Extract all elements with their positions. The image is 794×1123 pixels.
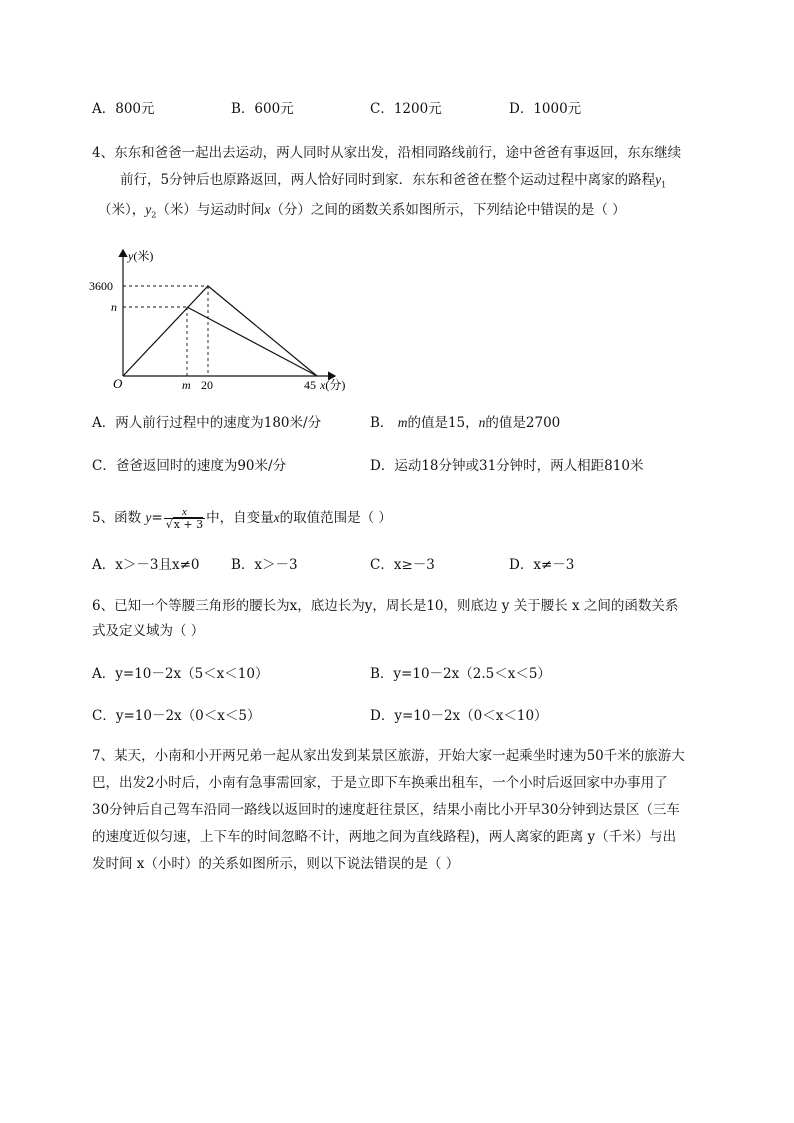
q7-stem-line-3: 30分钟后自己驾车沿同一路线以返回时的速度赶往景区，结果小南比小开早30分钟到达景区（三车 — [92, 802, 680, 818]
q4-option-b: B． m的值是15，n的值是2700 — [370, 415, 561, 431]
q5-option-b: B．x＞－3 — [231, 557, 298, 573]
tick-m: m — [182, 378, 191, 392]
q6-stem-line-2: 式及定义域为（ ） — [92, 623, 205, 639]
q6-option-d: D．y=10－2x（0＜x＜10） — [370, 708, 548, 724]
father-line — [187, 307, 317, 376]
q4-option-a: A．两人前行过程中的速度为180米/分 — [92, 415, 322, 431]
q5-stem: 5、函数 y= $\frac{x}{√x + 3}$ 中，自变量x的取值范围是（ ） — [92, 506, 392, 531]
q5-option-d: D．x≠－3 — [509, 557, 575, 573]
q5-fraction: $\frac{x}{√x + 3}$ — [165, 506, 204, 531]
q6-option-b: B．y=10－2x（2.5＜x＜5） — [370, 666, 551, 682]
y-axis-unit: (米) — [133, 249, 154, 263]
tick-20: 20 — [201, 378, 213, 392]
q4-option-d: D．运动18分钟或31分钟时，两人相距810米 — [370, 458, 644, 474]
q7-stem-line-4: 的速度近似匀速，上下车的时间忽略不计，两地之间为直线路程)，两人离家的距离 y（千米）与出 — [92, 829, 677, 845]
dongdong-line — [123, 286, 317, 376]
x-axis-label: x(分) — [320, 378, 346, 392]
origin-label: O — [113, 376, 123, 391]
q3-option-c: C．1200元 — [370, 101, 442, 117]
tick-3600: 3600 — [89, 279, 113, 293]
q3-option-d: D．1000元 — [509, 101, 582, 117]
q4-option-c: C．爸爸返回时的速度为90米/分 — [92, 458, 287, 474]
q3-option-b: B．600元 — [231, 101, 294, 117]
q7-stem-line-5: 发时间 x（小时）的关系如图所示，则以下说法错误的是（ ） — [92, 856, 460, 872]
q5-option-a: A．x＞－3且x≠0 — [92, 557, 200, 573]
q4-stem-line-3: （米），$y_2$（米）与运动时间x（分）之间的函数关系如图所示，下列结论中错误的是（ ） — [98, 202, 626, 220]
q7-stem-line-1: 7、某天，小南和小开两兄弟一起从家出发到某景区旅游，开始大家一起乘坐时速为50千米的旅游大 — [92, 748, 685, 764]
q7-stem-line-2: 巴，出发2小时后，小南有急事需回家，于是立即下车换乘出租车，一个小时后返回家中办事用了 — [92, 775, 668, 791]
q4-distance-time-graph — [80, 240, 370, 400]
q5-option-c: C．x≥－3 — [370, 557, 435, 573]
tick-n: n — [111, 300, 117, 314]
q4-stem-line-1: 4、东东和爸爸一起出去运动，两人同时从家出发，沿相同路线前行，途中爸爸有事返回，东东继续 — [92, 145, 682, 161]
q4-stem-line-2: 前行，5分钟后也原路返回，两人恰好同时到家．东东和爸爸在整个运动过程中离家的路程$y_1$ — [120, 172, 667, 190]
q6-stem-line-1: 6、已知一个等腰三角形的腰长为x，底边长为y，周长是10，则底边 y 关于腰长 x 之间的函数关系 — [92, 598, 679, 614]
q6-option-c: C．y=10－2x（0＜x＜5） — [92, 708, 261, 724]
tick-45: 45 — [304, 378, 316, 392]
q6-option-a: A．y=10－2x（5＜x＜10） — [92, 666, 269, 682]
y-axis-label: y(米) — [128, 249, 154, 263]
q3-option-a: A．800元 — [92, 101, 155, 117]
